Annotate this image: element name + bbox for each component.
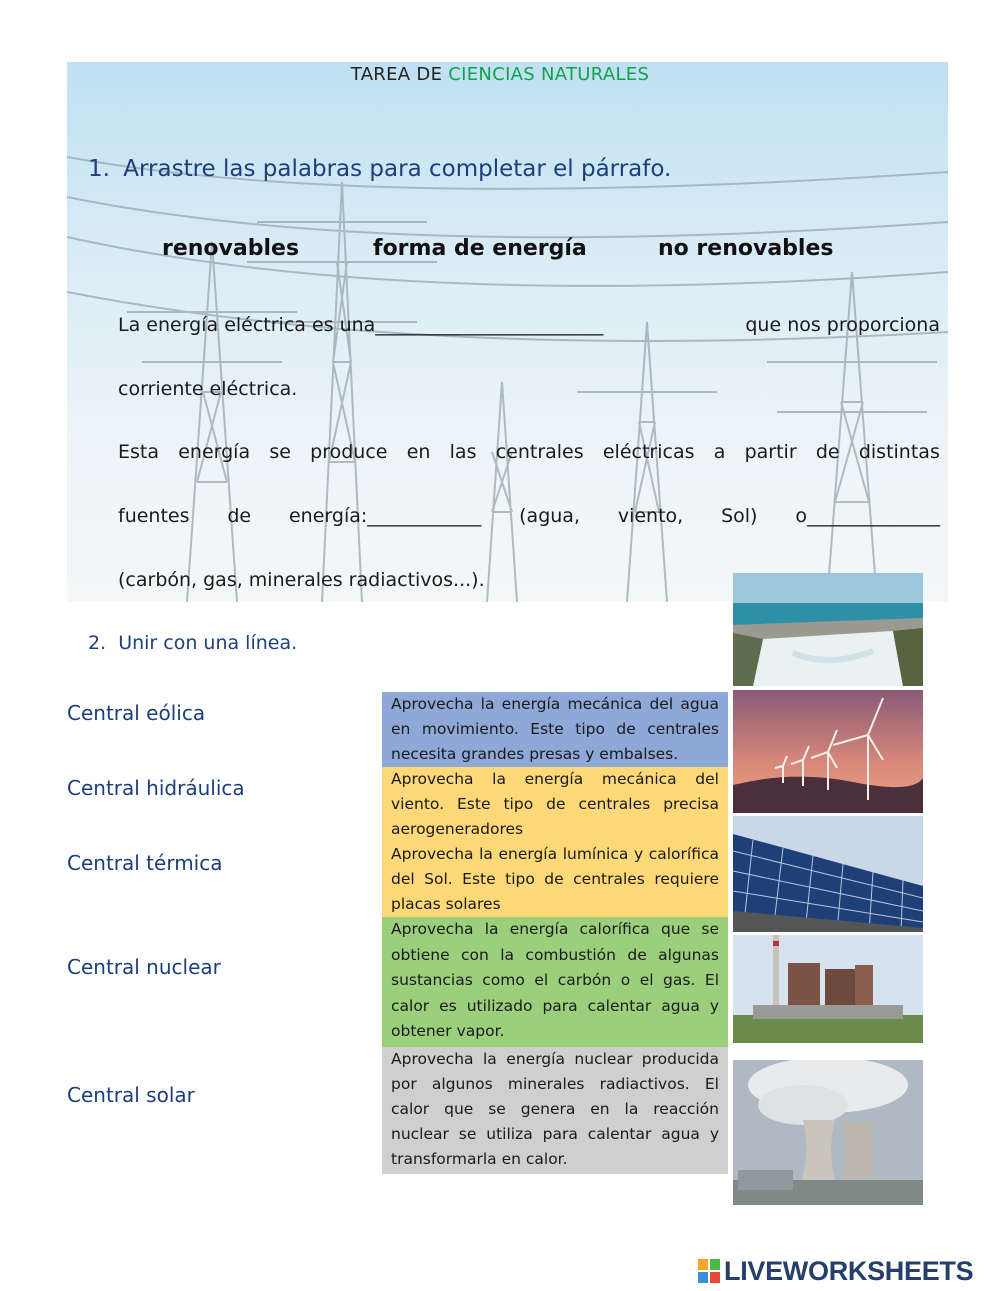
question-2-heading: [88, 632, 297, 654]
nuclear-plant-photo: [733, 1060, 923, 1205]
line4-word: de: [227, 505, 252, 527]
central-solar-label[interactable]: Central solar: [67, 1083, 195, 1107]
question-1-heading: [88, 156, 671, 182]
line3-word: partir: [744, 441, 797, 463]
central-nuclear-label[interactable]: Central nuclear: [67, 955, 221, 979]
line3-word: las: [449, 441, 477, 463]
paragraph-line-2: corriente eléctrica.: [118, 378, 298, 400]
line4-word: (agua,: [519, 505, 580, 527]
description-solar[interactable]: Aprovecha la energía lumínica y calorífica del Sol. Este tipo de centrales requiere placas solares: [382, 842, 728, 917]
blank-1[interactable]: ________________________: [375, 314, 604, 336]
paragraph-line-4: [118, 505, 940, 527]
line3-word: se: [269, 441, 291, 463]
solar-panels-photo: [733, 816, 923, 932]
line3-word: eléctricas: [602, 441, 695, 463]
line1-start: La energía eléctrica es una: [118, 314, 376, 336]
central-termica-label[interactable]: Central térmica: [67, 851, 223, 875]
wind-turbines-photo: [733, 690, 923, 813]
dam-photo: [733, 573, 923, 686]
line3-word: distintas: [858, 441, 940, 463]
logo-icon: [698, 1259, 720, 1283]
blank-3[interactable]: o______________: [795, 505, 940, 527]
page-title: [0, 64, 1000, 85]
word-option-no-renovables[interactable]: no renovables: [658, 236, 834, 261]
question-2-number: 2.: [88, 632, 107, 654]
line3-word: de: [815, 441, 840, 463]
question-1-number: 1.: [88, 156, 110, 182]
paragraph-line-3: [118, 441, 940, 463]
question-2-instruction: Unir con una línea.: [118, 632, 298, 654]
line4-word: viento,: [617, 505, 684, 527]
description-hydraulic[interactable]: Aprovecha la energía mecánica del agua en movimiento. Este tipo de centrales necesita grandes presas y embalses.: [382, 692, 728, 767]
title-highlight: CIENCIAS NATURALES: [448, 64, 650, 85]
word-option-renovables[interactable]: renovables: [162, 236, 300, 261]
word-option-forma-de-energia[interactable]: forma de energía: [373, 236, 587, 261]
question-1-instruction: Arrastre las palabras para completar el párrafo.: [123, 156, 672, 182]
description-nuclear[interactable]: Aprovecha la energía nuclear producida por algunos minerales radiactivos. El calor que se genera en la reacción nuclear se utiliza para calentar agua y transformarla en calor.: [382, 1047, 728, 1174]
line3-word: produce: [310, 441, 388, 463]
title-prefix: TAREA DE: [350, 64, 449, 85]
line3-word: centrales: [495, 441, 584, 463]
line3-word: a: [713, 441, 726, 463]
liveworksheets-logo: [698, 1256, 973, 1286]
description-wind[interactable]: Aprovecha la energía mecánica del viento. Este tipo de centrales precisa aerogeneradores: [382, 767, 728, 842]
line3-word: en: [406, 441, 431, 463]
thermal-plant-photo: [733, 935, 923, 1043]
description-thermal[interactable]: Aprovecha la energía calorífica que se obtiene con la combustión de algunas sustancias como el carbón o el gas. El calor es utilizado para calentar agua y obtener vapor.: [382, 917, 728, 1047]
line1-end: que nos proporciona: [745, 314, 940, 336]
blank-2[interactable]: energía:____________: [288, 505, 482, 527]
line4-word: fuentes: [118, 505, 190, 527]
line4-word: Sol): [721, 505, 758, 527]
brand-name: LIVEWORKSHEETS: [724, 1255, 974, 1286]
line3-word: energía: [178, 441, 251, 463]
central-eolica-label[interactable]: Central eólica: [67, 701, 206, 725]
central-hidraulica-label[interactable]: Central hidráulica: [67, 776, 245, 800]
line3-word: Esta: [118, 441, 159, 463]
paragraph-line-5: (carbón, gas, minerales radiactivos...).: [118, 569, 485, 591]
paragraph-line-1: [118, 314, 940, 336]
